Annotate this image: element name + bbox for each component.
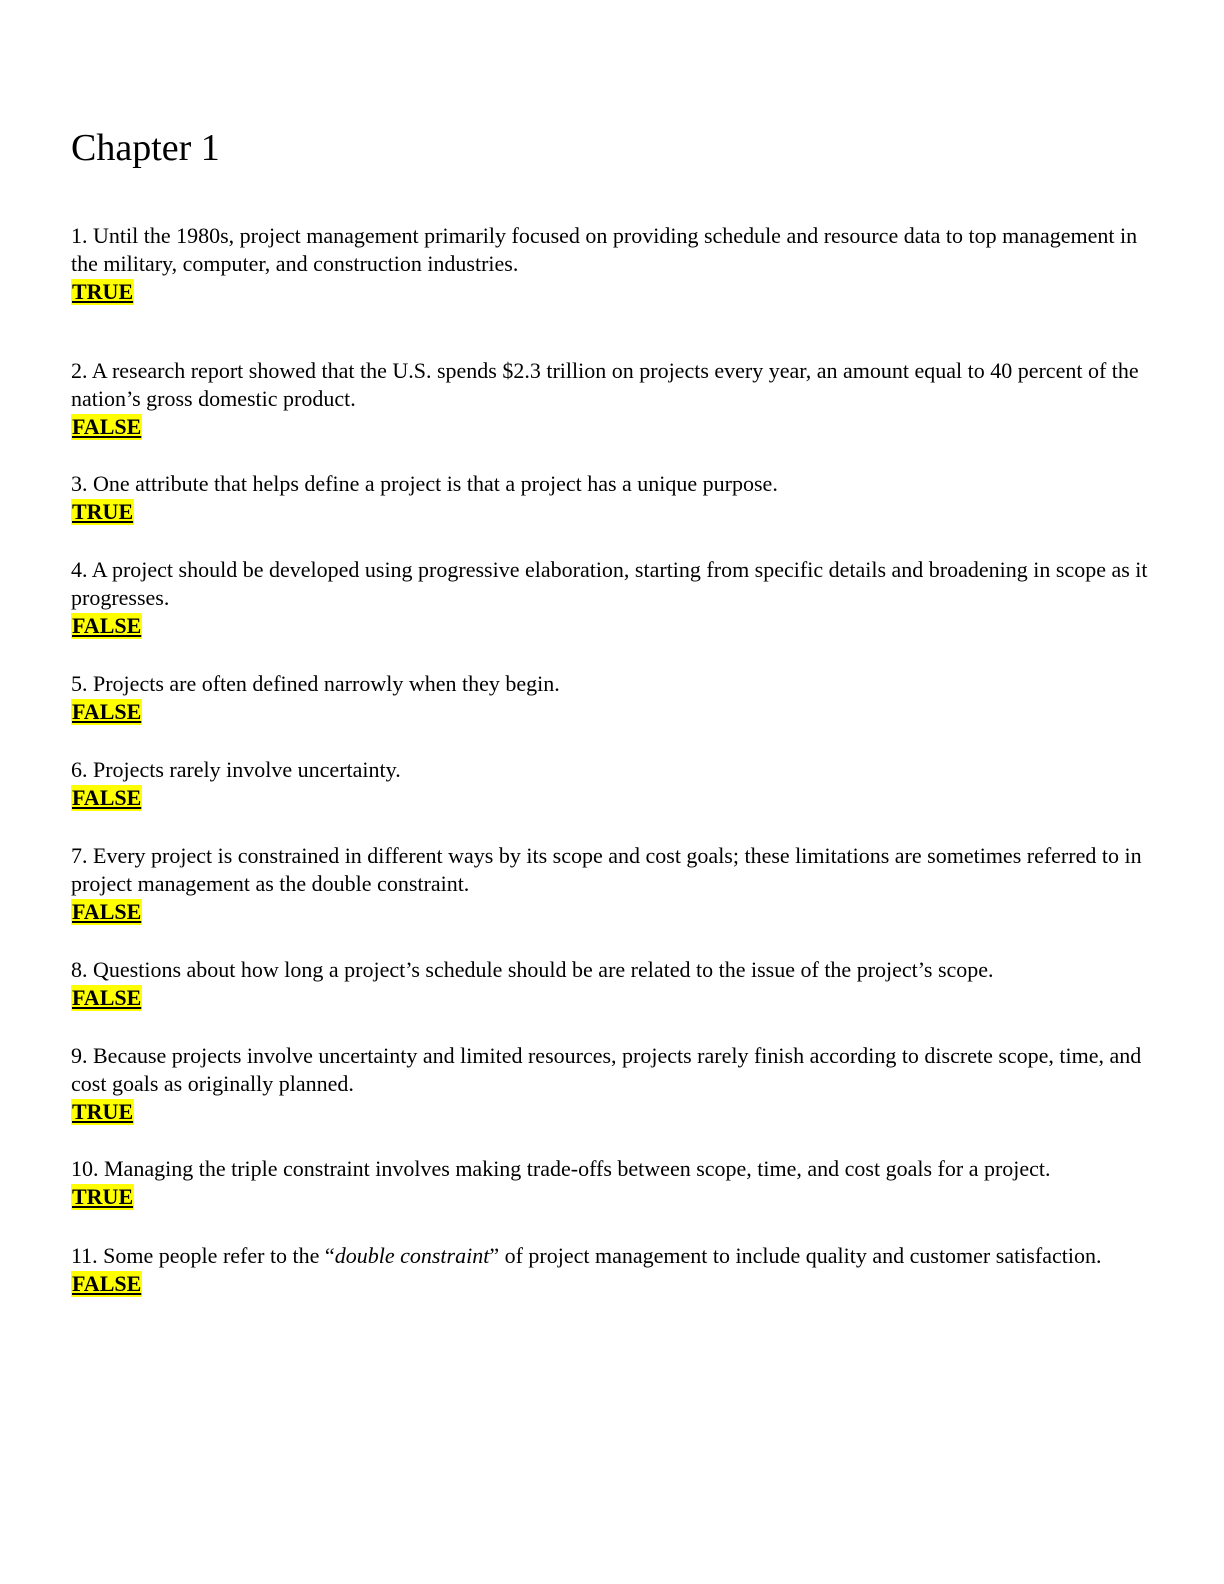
question-text: 5. Projects are often defined narrowly when they begin.: [71, 671, 560, 696]
question-text: 8. Questions about how long a project’s schedule should be are related to the issue of the project’s scope.: [71, 957, 994, 982]
question-text: 4. A project should be developed using progressive elaboration, starting from specific details and broadening in scope as it progresses.: [71, 557, 1148, 610]
question-1: [71, 222, 1161, 306]
question-text: [71, 1242, 1161, 1270]
question-text: 3. One attribute that helps define a project is that a project has a unique purpose.: [71, 471, 778, 496]
question-text: 10. Managing the triple constraint involves making trade-offs between scope, time, and cost goals for a project.: [71, 1156, 1051, 1181]
question-5: [71, 670, 1161, 726]
answer-highlight: TRUE: [72, 279, 134, 304]
answer-highlight: FALSE: [72, 613, 142, 638]
question-text: 7. Every project is constrained in different ways by its scope and cost goals; these limitations are sometimes referred to in project management as the double constraint.: [71, 843, 1142, 896]
question-4: [71, 556, 1161, 640]
question-2: [71, 357, 1161, 441]
question-7: [71, 842, 1161, 926]
question-text-italic: double constraint: [334, 1243, 490, 1268]
answer-highlight: FALSE: [72, 785, 142, 810]
question-8: [71, 956, 1161, 1012]
answer-highlight: FALSE: [72, 699, 142, 724]
question-text: 2. A research report showed that the U.S. spends $2.3 trillion on projects every year, an amount equal to 40 percent of the nation’s gross domestic product.: [71, 358, 1139, 411]
chapter-title: Chapter 1: [71, 127, 220, 169]
answer-highlight: FALSE: [72, 899, 142, 924]
question-3: [71, 470, 1161, 526]
answer-highlight: TRUE: [72, 1184, 134, 1209]
answer-highlight: FALSE: [72, 985, 142, 1010]
answer-highlight: FALSE: [72, 414, 142, 439]
question-text: 6. Projects rarely involve uncertainty.: [71, 757, 401, 782]
answer-highlight: FALSE: [72, 1271, 142, 1296]
question-text: 1. Until the 1980s, project management primarily focused on providing schedule and resource data to top management in the military, computer, and construction industries.: [71, 223, 1138, 276]
answer-highlight: TRUE: [72, 499, 134, 524]
question-6: [71, 756, 1161, 812]
question-11: [71, 1242, 1161, 1298]
question-10: [71, 1155, 1161, 1211]
answer-highlight: TRUE: [72, 1099, 134, 1124]
question-text: 9. Because projects involve uncertainty and limited resources, projects rarely finish according to discrete scope, time, and cost goals as originally planned.: [71, 1043, 1142, 1096]
question-9: [71, 1042, 1161, 1126]
question-text-after: ” of project management to include quality and customer satisfaction.: [489, 1243, 1102, 1268]
question-text-before: 11. Some people refer to the “: [71, 1243, 335, 1268]
